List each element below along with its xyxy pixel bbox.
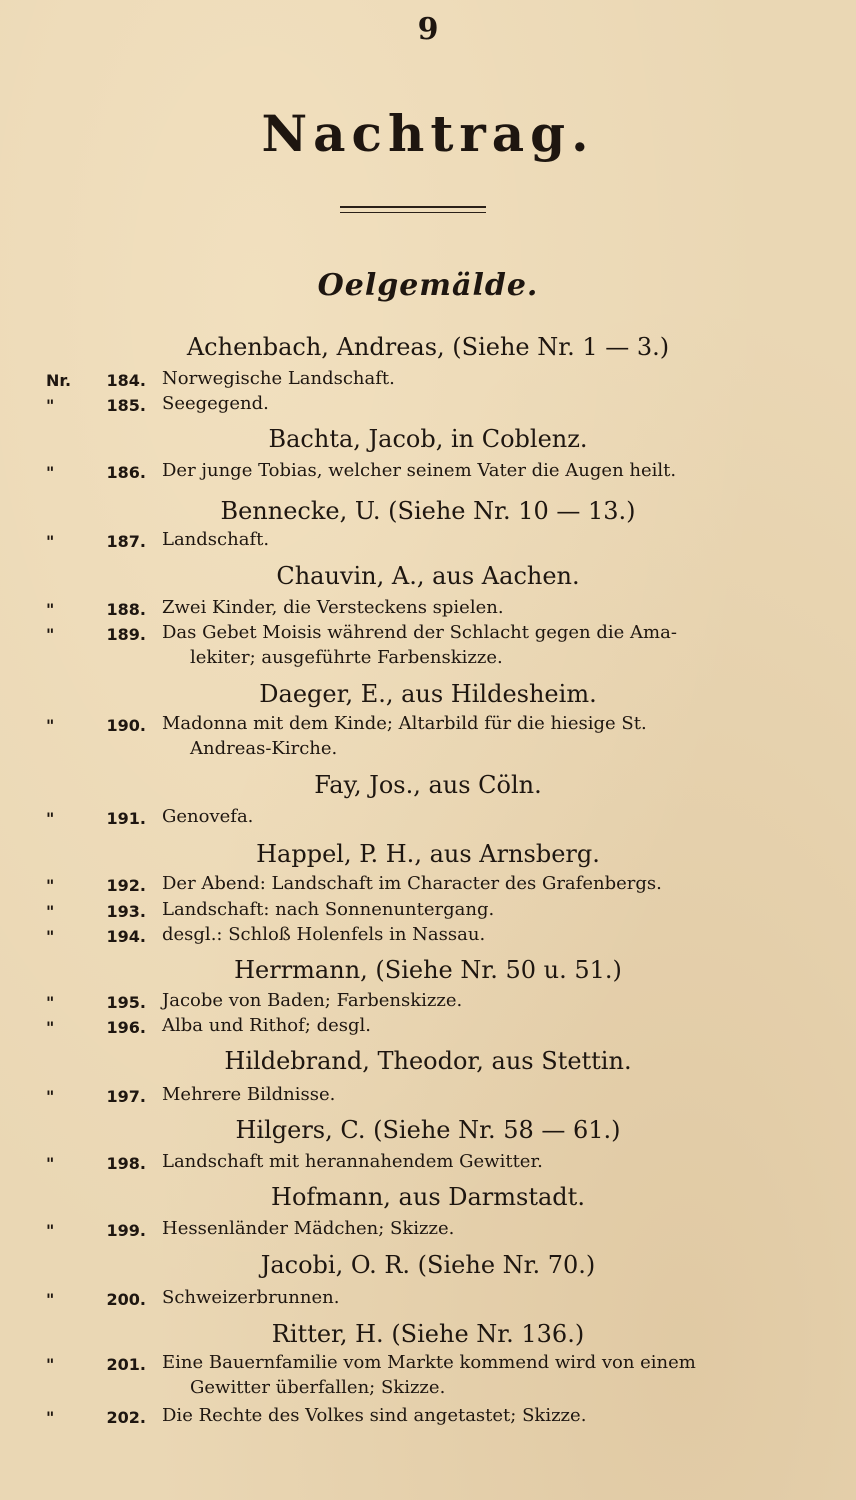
entry-prefix: "	[46, 876, 55, 895]
entry-title-continuation: Gewitter überfallen; Skizze.	[190, 1377, 446, 1398]
entry-title: Seegegend.	[162, 393, 269, 414]
entry-number: 193.	[106, 902, 146, 921]
section-heading: Oelgemälde.	[317, 268, 539, 303]
entry-number: 195.	[106, 993, 146, 1012]
entry-prefix: "	[46, 809, 55, 828]
entry-title: Alba und Rithof; desgl.	[162, 1015, 371, 1036]
entry-number: 197.	[106, 1087, 146, 1106]
artist-heading: Ritter, H. (Siehe Nr. 136.)	[271, 1320, 585, 1348]
artist-heading: Bachta, Jacob, in Coblenz.	[268, 425, 588, 453]
entry-prefix: "	[46, 532, 55, 551]
page-number: 9	[417, 12, 439, 47]
entry-title: Norwegische Landschaft.	[162, 368, 395, 389]
entry-number: 198.	[106, 1154, 146, 1173]
entry-title-continuation: lekiter; ausgeführte Farbenskizze.	[190, 647, 503, 668]
entry-title: Das Gebet Moisis während der Schlacht gegen die Ama-	[162, 622, 677, 643]
entry-number: 191.	[106, 809, 146, 828]
entry-number: 189.	[106, 625, 146, 644]
entry-prefix: "	[46, 716, 55, 735]
entry-prefix: "	[46, 600, 55, 619]
entry-number: 185.	[106, 396, 146, 415]
entry-prefix: "	[46, 1018, 55, 1037]
entry-number: 200.	[106, 1290, 146, 1309]
entry-prefix: "	[46, 1408, 55, 1427]
entry-title: Der Abend: Landschaft im Character des Grafenbergs.	[162, 873, 662, 894]
entry-title: Mehrere Bildnisse.	[162, 1084, 336, 1105]
entry-title: Genovefa.	[162, 806, 254, 827]
entry-title: Eine Bauernfamilie vom Markte kommend wird von einem	[162, 1352, 696, 1373]
entry-prefix: "	[46, 625, 55, 644]
entry-title: Die Rechte des Volkes sind angetastet; Skizze.	[162, 1405, 587, 1426]
page-title: Nachtrag.	[261, 104, 595, 163]
entry-number: 192.	[106, 876, 146, 895]
entry-title-continuation: Andreas-Kirche.	[190, 738, 338, 759]
entry-title: Hessenländer Mädchen; Skizze.	[162, 1218, 455, 1239]
entry-title: Jacobe von Baden; Farbenskizze.	[162, 990, 463, 1011]
artist-heading: Hildebrand, Theodor, aus Stettin.	[224, 1047, 632, 1075]
artist-heading: Hofmann, aus Darmstadt.	[271, 1183, 585, 1211]
entry-prefix: "	[46, 1355, 55, 1374]
entry-number: 190.	[106, 716, 146, 735]
artist-heading: Herrmann, (Siehe Nr. 50 u. 51.)	[234, 956, 622, 984]
entry-number: 186.	[106, 463, 146, 482]
entry-number: 199.	[106, 1221, 146, 1240]
entry-prefix: "	[46, 1087, 55, 1106]
artist-heading: Hilgers, C. (Siehe Nr. 58 — 61.)	[235, 1116, 621, 1144]
entry-prefix: "	[46, 1154, 55, 1173]
entry-prefix: "	[46, 993, 55, 1012]
entry-number: 201.	[106, 1355, 146, 1374]
entry-prefix: "	[46, 463, 55, 482]
artist-heading: Daeger, E., aus Hildesheim.	[259, 680, 597, 708]
entry-prefix: "	[46, 1221, 55, 1240]
artist-heading: Chauvin, A., aus Aachen.	[276, 562, 580, 590]
artist-heading: Fay, Jos., aus Cöln.	[314, 771, 542, 799]
entry-prefix: "	[46, 927, 55, 946]
entry-number: 188.	[106, 600, 146, 619]
artist-heading: Jacobi, O. R. (Siehe Nr. 70.)	[260, 1251, 596, 1279]
artist-heading: Happel, P. H., aus Arnsberg.	[256, 840, 600, 868]
entry-number: 187.	[106, 532, 146, 551]
entry-title: desgl.: Schloß Holenfels in Nassau.	[162, 924, 486, 945]
entry-title: Madonna mit dem Kinde; Altarbild für die hiesige St.	[162, 713, 647, 734]
artist-heading: Bennecke, U. (Siehe Nr. 10 — 13.)	[220, 497, 636, 525]
entry-title: Landschaft.	[162, 529, 270, 550]
entry-title: Zwei Kinder, die Versteckens spielen.	[162, 597, 504, 618]
entry-title: Landschaft: nach Sonnenuntergang.	[162, 899, 495, 920]
entry-title: Schweizerbrunnen.	[162, 1287, 340, 1308]
entry-title: Der junge Tobias, welcher seinem Vater die Augen heilt.	[162, 460, 677, 481]
entry-prefix: Nr.	[46, 371, 72, 390]
entry-number: 202.	[106, 1408, 146, 1427]
entry-number: 184.	[106, 371, 146, 390]
entry-number: 194.	[106, 927, 146, 946]
artist-heading: Achenbach, Andreas, (Siehe Nr. 1 — 3.)	[186, 333, 670, 361]
title-rule-thin	[340, 212, 486, 213]
entry-prefix: "	[46, 1290, 55, 1309]
entry-title: Landschaft mit herannahendem Gewitter.	[162, 1151, 543, 1172]
entry-prefix: "	[46, 902, 55, 921]
title-rule	[340, 206, 486, 208]
entry-prefix: "	[46, 396, 55, 415]
entry-number: 196.	[106, 1018, 146, 1037]
